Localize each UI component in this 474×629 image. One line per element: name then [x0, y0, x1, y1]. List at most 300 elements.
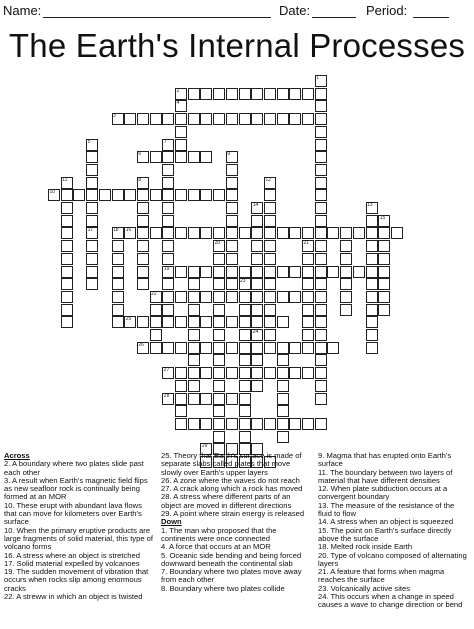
crossword-cell[interactable]: [175, 316, 187, 328]
crossword-cell[interactable]: [366, 215, 378, 227]
crossword-cell[interactable]: [137, 266, 149, 278]
crossword-cell[interactable]: [251, 316, 263, 328]
crossword-cell[interactable]: [251, 113, 263, 125]
crossword-cell[interactable]: [213, 316, 225, 328]
crossword-cell[interactable]: [251, 227, 263, 239]
crossword-cell[interactable]: [226, 278, 238, 290]
crossword-cell[interactable]: [239, 367, 251, 379]
crossword-cell[interactable]: [86, 253, 98, 265]
crossword-cell[interactable]: [200, 227, 212, 239]
crossword-cell[interactable]: [302, 278, 314, 290]
crossword-cell[interactable]: [340, 240, 352, 252]
crossword-cell[interactable]: [239, 316, 251, 328]
crossword-cell[interactable]: [315, 88, 327, 100]
crossword-cell[interactable]: [124, 189, 136, 201]
crossword-cell[interactable]: [200, 393, 212, 405]
crossword-cell[interactable]: [315, 139, 327, 151]
crossword-cell[interactable]: [277, 418, 289, 430]
crossword-cell[interactable]: [251, 304, 263, 316]
crossword-cell[interactable]: [226, 113, 238, 125]
crossword-cell[interactable]: [264, 329, 276, 341]
crossword-cell[interactable]: [226, 367, 238, 379]
crossword-cell[interactable]: [264, 304, 276, 316]
crossword-cell[interactable]: [188, 278, 200, 290]
crossword-cell[interactable]: [302, 304, 314, 316]
crossword-cell[interactable]: [277, 354, 289, 366]
crossword-cell[interactable]: [366, 227, 378, 239]
crossword-cell[interactable]: [188, 151, 200, 163]
crossword-cell[interactable]: [289, 291, 301, 303]
crossword-cell[interactable]: [251, 354, 263, 366]
crossword-cell[interactable]: [61, 189, 73, 201]
crossword-cell[interactable]: [137, 316, 149, 328]
crossword-cell[interactable]: [302, 266, 314, 278]
crossword-cell[interactable]: [353, 266, 365, 278]
crossword-cell[interactable]: [378, 240, 390, 252]
crossword-cell[interactable]: [289, 418, 301, 430]
clue-down: 11. The boundary between two layers of material that have different densities: [318, 467, 453, 485]
crossword-cell[interactable]: [277, 367, 289, 379]
crossword-cell[interactable]: [315, 151, 327, 163]
crossword-cell[interactable]: [61, 227, 73, 239]
crossword-cell[interactable]: [200, 418, 212, 430]
crossword-cell[interactable]: [251, 278, 263, 290]
crossword-cell[interactable]: [188, 266, 200, 278]
clue-number-label: 11: [62, 176, 68, 183]
crossword-cell[interactable]: [200, 189, 212, 201]
crossword-cell[interactable]: [277, 227, 289, 239]
crossword-cell[interactable]: [162, 253, 174, 265]
crossword-cell[interactable]: [86, 202, 98, 214]
crossword-cell[interactable]: [61, 316, 73, 328]
crossword-cell[interactable]: [251, 367, 263, 379]
crossword-cell[interactable]: [150, 316, 162, 328]
crossword-cell[interactable]: [162, 215, 174, 227]
crossword-cell[interactable]: [188, 393, 200, 405]
crossword-cell[interactable]: [226, 164, 238, 176]
crossword-cell[interactable]: [213, 253, 225, 265]
crossword-cell[interactable]: [226, 240, 238, 252]
crossword-cell[interactable]: [86, 278, 98, 290]
crossword-cell[interactable]: [302, 253, 314, 265]
crossword-cell[interactable]: [315, 304, 327, 316]
crossword-cell[interactable]: [175, 342, 187, 354]
crossword-cell[interactable]: [61, 202, 73, 214]
crossword-cell[interactable]: [112, 189, 124, 201]
crossword-cell[interactable]: [251, 380, 263, 392]
crossword-cell[interactable]: [315, 342, 327, 354]
crossword-cell[interactable]: [112, 278, 124, 290]
crossword-cell[interactable]: [213, 418, 225, 430]
crossword-cell[interactable]: [366, 304, 378, 316]
crossword-cell[interactable]: [264, 88, 276, 100]
crossword-cell[interactable]: [277, 266, 289, 278]
crossword-cell[interactable]: [277, 88, 289, 100]
crossword-cell[interactable]: [366, 240, 378, 252]
crossword-cell[interactable]: [315, 354, 327, 366]
crossword-cell[interactable]: [200, 151, 212, 163]
crossword-cell[interactable]: [315, 113, 327, 125]
crossword-cell[interactable]: [226, 177, 238, 189]
crossword-cell[interactable]: [378, 278, 390, 290]
crossword-cell[interactable]: [340, 304, 352, 316]
crossword-cell[interactable]: [162, 304, 174, 316]
crossword-cell[interactable]: [226, 88, 238, 100]
crossword-cell[interactable]: [137, 278, 149, 290]
crossword-cell[interactable]: [277, 316, 289, 328]
crossword-cell[interactable]: [302, 113, 314, 125]
crossword-cell[interactable]: [188, 227, 200, 239]
crossword-cell[interactable]: [264, 342, 276, 354]
crossword-cell[interactable]: [226, 253, 238, 265]
crossword-cell[interactable]: [162, 227, 174, 239]
crossword-cell[interactable]: [239, 329, 251, 341]
crossword-cell[interactable]: [302, 291, 314, 303]
crossword-cell[interactable]: [289, 367, 301, 379]
crossword-cell[interactable]: [302, 88, 314, 100]
crossword-cell[interactable]: [61, 278, 73, 290]
crossword-cell[interactable]: [200, 316, 212, 328]
crossword-cell[interactable]: [239, 304, 251, 316]
crossword-cell[interactable]: [366, 329, 378, 341]
crossword-cell[interactable]: [137, 113, 149, 125]
crossword-cell[interactable]: [289, 113, 301, 125]
crossword-cell[interactable]: [315, 215, 327, 227]
crossword-cell[interactable]: [86, 177, 98, 189]
crossword-cell[interactable]: [239, 405, 251, 417]
crossword-cell[interactable]: [315, 291, 327, 303]
crossword-cell[interactable]: [264, 202, 276, 214]
crossword-cell[interactable]: [175, 189, 187, 201]
crossword-cell[interactable]: [213, 278, 225, 290]
crossword-cell[interactable]: [239, 418, 251, 430]
crossword-cell[interactable]: [162, 164, 174, 176]
clue-number-label: 14: [252, 202, 259, 208]
crossword-cell[interactable]: [340, 227, 352, 239]
crossword-cell[interactable]: [239, 291, 251, 303]
crossword-cell[interactable]: [366, 291, 378, 303]
crossword-cell[interactable]: [213, 189, 225, 201]
crossword-cell[interactable]: [162, 316, 174, 328]
crossword-cell[interactable]: [315, 189, 327, 201]
crossword-cell[interactable]: [302, 418, 314, 430]
crossword-cell[interactable]: [175, 227, 187, 239]
crossword-cell[interactable]: [188, 418, 200, 430]
crossword-cell[interactable]: [327, 342, 339, 354]
crossword-cell[interactable]: [340, 278, 352, 290]
crossword-cell[interactable]: [315, 100, 327, 112]
crossword-cell[interactable]: [391, 227, 403, 239]
crossword-cell[interactable]: [378, 227, 390, 239]
crossword-cell[interactable]: [175, 266, 187, 278]
crossword-cell[interactable]: [162, 240, 174, 252]
crossword-cell[interactable]: [86, 164, 98, 176]
crossword-cell[interactable]: [302, 367, 314, 379]
crossword-cell[interactable]: [264, 266, 276, 278]
crossword-cell[interactable]: [150, 304, 162, 316]
crossword-cell[interactable]: [213, 291, 225, 303]
crossword-cell[interactable]: [239, 266, 251, 278]
crossword-cell[interactable]: [366, 253, 378, 265]
crossword-cell[interactable]: [188, 304, 200, 316]
crossword-cell[interactable]: [150, 113, 162, 125]
crossword-cell[interactable]: [264, 291, 276, 303]
crossword-cell[interactable]: [73, 189, 85, 201]
crossword-cell[interactable]: [289, 227, 301, 239]
crossword-cell[interactable]: [137, 189, 149, 201]
crossword-cell[interactable]: [251, 266, 263, 278]
crossword-cell[interactable]: [302, 227, 314, 239]
crossword-cell[interactable]: [99, 189, 111, 201]
crossword-cell[interactable]: [378, 253, 390, 265]
crossword-cell[interactable]: [315, 393, 327, 405]
crossword-cell[interactable]: [315, 329, 327, 341]
crossword-cell[interactable]: [124, 113, 136, 125]
crossword-cell[interactable]: [188, 316, 200, 328]
crossword-cell[interactable]: [213, 431, 225, 443]
crossword-cell[interactable]: [353, 227, 365, 239]
crossword-cell[interactable]: [188, 88, 200, 100]
crossword-cell[interactable]: [226, 202, 238, 214]
crossword-cell[interactable]: [315, 240, 327, 252]
crossword-cell[interactable]: [61, 304, 73, 316]
crossword-cell[interactable]: [175, 405, 187, 417]
crossword-cell[interactable]: [150, 189, 162, 201]
crossword-cell[interactable]: [277, 380, 289, 392]
crossword-cell[interactable]: [226, 418, 238, 430]
clue-down: 4. A force that occurs at an MOR: [161, 542, 271, 552]
crossword-cell[interactable]: [175, 418, 187, 430]
crossword-cell[interactable]: [302, 329, 314, 341]
crossword-cell[interactable]: [213, 227, 225, 239]
crossword-cell[interactable]: [264, 189, 276, 201]
crossword-cell[interactable]: [327, 227, 339, 239]
crossword-cell[interactable]: [264, 215, 276, 227]
crossword-cell[interactable]: [86, 189, 98, 201]
crossword-cell[interactable]: [188, 189, 200, 201]
crossword-cell[interactable]: [315, 126, 327, 138]
crossword-cell[interactable]: [137, 202, 149, 214]
crossword-cell[interactable]: [366, 266, 378, 278]
crossword-cell[interactable]: [175, 393, 187, 405]
crossword-cell[interactable]: [86, 266, 98, 278]
crossword-cell[interactable]: [200, 266, 212, 278]
crossword-cell[interactable]: [251, 342, 263, 354]
crossword-cell[interactable]: [315, 380, 327, 392]
crossword-cell[interactable]: [315, 202, 327, 214]
crossword-cell[interactable]: [175, 380, 187, 392]
crossword-cell[interactable]: [315, 367, 327, 379]
clue-number-label: 5: [87, 138, 91, 145]
crossword-cell[interactable]: [239, 354, 251, 366]
crossword-cell[interactable]: [340, 266, 352, 278]
crossword-cell[interactable]: [213, 393, 225, 405]
crossword-cell[interactable]: [226, 227, 238, 239]
crossword-cell[interactable]: [200, 113, 212, 125]
crossword-cell[interactable]: [188, 354, 200, 366]
crossword-cell[interactable]: [302, 342, 314, 354]
crossword-cell[interactable]: [239, 113, 251, 125]
crossword-cell[interactable]: [239, 342, 251, 354]
crossword-cell[interactable]: [137, 253, 149, 265]
crossword-cell[interactable]: [366, 316, 378, 328]
crossword-cell[interactable]: [175, 113, 187, 125]
crossword-cell[interactable]: [239, 431, 251, 443]
crossword-cell[interactable]: [200, 367, 212, 379]
crossword-cell[interactable]: [289, 88, 301, 100]
crossword-cell[interactable]: [175, 126, 187, 138]
crossword-cell[interactable]: [213, 329, 225, 341]
crossword-cell[interactable]: [315, 253, 327, 265]
crossword-cell[interactable]: [213, 342, 225, 354]
crossword-cell[interactable]: [188, 342, 200, 354]
crossword-cell[interactable]: [277, 393, 289, 405]
crossword-cell[interactable]: [251, 418, 263, 430]
crossword-cell[interactable]: [239, 88, 251, 100]
crossword-cell[interactable]: [61, 266, 73, 278]
crossword-cell[interactable]: [112, 316, 124, 328]
crossword-cell[interactable]: [378, 266, 390, 278]
crossword-cell[interactable]: [175, 291, 187, 303]
crossword-cell[interactable]: [289, 266, 301, 278]
crossword-cell[interactable]: [239, 227, 251, 239]
crossword-cell[interactable]: [264, 278, 276, 290]
crossword-cell[interactable]: [378, 304, 390, 316]
crossword-cell[interactable]: [162, 202, 174, 214]
crossword-cell[interactable]: [340, 253, 352, 265]
crossword-cell[interactable]: [226, 393, 238, 405]
crossword-cell[interactable]: [213, 367, 225, 379]
crossword-cell[interactable]: [251, 291, 263, 303]
crossword-cell[interactable]: [200, 291, 212, 303]
crossword-cell[interactable]: [289, 342, 301, 354]
crossword-cell[interactable]: [61, 253, 73, 265]
crossword-cell[interactable]: [264, 227, 276, 239]
clue-across: 2. A boundary where two plates slide past each other: [4, 459, 144, 477]
crossword-cell[interactable]: [315, 316, 327, 328]
clue-number-label: 12: [265, 176, 271, 183]
crossword-cell[interactable]: [277, 113, 289, 125]
crossword-cell[interactable]: [213, 266, 225, 278]
crossword-cell[interactable]: [112, 304, 124, 316]
crossword-cell[interactable]: [251, 88, 263, 100]
crossword-cell[interactable]: [315, 418, 327, 430]
clue-across: 26. A zone where the waves do not reach: [161, 475, 300, 485]
crossword-cell[interactable]: [86, 151, 98, 163]
crossword-cell[interactable]: [277, 291, 289, 303]
crossword-cell[interactable]: [200, 88, 212, 100]
crossword-cell[interactable]: [239, 380, 251, 392]
crossword-cell[interactable]: [226, 266, 238, 278]
crossword-cell[interactable]: [188, 329, 200, 341]
crossword-cell[interactable]: [264, 316, 276, 328]
crossword-cell[interactable]: [112, 266, 124, 278]
crossword-cell[interactable]: [61, 291, 73, 303]
crossword-cell[interactable]: [162, 151, 174, 163]
crossword-cell[interactable]: [213, 354, 225, 366]
crossword-cell[interactable]: [315, 177, 327, 189]
crossword-cell[interactable]: [188, 291, 200, 303]
crossword-cell[interactable]: [315, 278, 327, 290]
crossword-cell[interactable]: [112, 291, 124, 303]
crossword-cell[interactable]: [302, 316, 314, 328]
crossword-cell[interactable]: [112, 253, 124, 265]
crossword-cell[interactable]: [251, 215, 263, 227]
crossword-cell[interactable]: [226, 291, 238, 303]
crossword-cell[interactable]: [162, 291, 174, 303]
crossword-cell[interactable]: [175, 139, 187, 151]
crossword-cell[interactable]: [150, 329, 162, 341]
crossword-cell[interactable]: [315, 266, 327, 278]
crossword-cell[interactable]: [378, 291, 390, 303]
crossword-cell[interactable]: [150, 151, 162, 163]
crossword-cell[interactable]: [86, 240, 98, 252]
crossword-cell[interactable]: [226, 342, 238, 354]
crossword-cell[interactable]: [150, 227, 162, 239]
crossword-cell[interactable]: [175, 151, 187, 163]
crossword-cell[interactable]: [239, 393, 251, 405]
crossword-cell[interactable]: [137, 215, 149, 227]
crossword-cell[interactable]: [251, 240, 263, 252]
clue-down: 15. The point on Earth's surface directly above the surface: [318, 525, 452, 543]
crossword-cell[interactable]: [277, 431, 289, 443]
crossword-cell[interactable]: [188, 380, 200, 392]
crossword-cell[interactable]: [137, 227, 149, 239]
crossword-cell[interactable]: [162, 189, 174, 201]
crossword-cell[interactable]: [162, 342, 174, 354]
crossword-cell[interactable]: [264, 418, 276, 430]
crossword-cell[interactable]: [213, 405, 225, 417]
crossword-cell[interactable]: [112, 240, 124, 252]
crossword-cell[interactable]: [226, 316, 238, 328]
crossword-cell[interactable]: [61, 215, 73, 227]
crossword-cell[interactable]: [162, 278, 174, 290]
crossword-cell[interactable]: [251, 253, 263, 265]
crossword-cell[interactable]: [264, 113, 276, 125]
crossword-cell[interactable]: [188, 367, 200, 379]
crossword-cell[interactable]: [200, 342, 212, 354]
crossword-cell[interactable]: [366, 278, 378, 290]
crossword-cell[interactable]: [86, 215, 98, 227]
crossword-cell[interactable]: [213, 380, 225, 392]
crossword-cell[interactable]: [226, 189, 238, 201]
clue-across: 25. Theory that Earth's surface is made of separate slabs called plates that move slowly over Earth's upper layers: [161, 451, 302, 477]
crossword-cell[interactable]: [264, 367, 276, 379]
crossword-cell[interactable]: [264, 253, 276, 265]
crossword-cell[interactable]: [366, 342, 378, 354]
crossword-cell[interactable]: [213, 304, 225, 316]
crossword-cell[interactable]: [162, 113, 174, 125]
clue-number-label: 15: [379, 214, 386, 221]
crossword-cell[interactable]: [61, 240, 73, 252]
crossword-cell[interactable]: [277, 405, 289, 417]
crossword-cell[interactable]: [315, 227, 327, 239]
crossword-cell[interactable]: [162, 177, 174, 189]
crossword-cell[interactable]: [213, 113, 225, 125]
crossword-cell[interactable]: [327, 266, 339, 278]
crossword-cell[interactable]: [340, 291, 352, 303]
crossword-cell[interactable]: [226, 215, 238, 227]
clue-across: 29. A point where strain energy is released: [161, 509, 305, 519]
crossword-cell[interactable]: [277, 342, 289, 354]
crossword-cell[interactable]: [150, 342, 162, 354]
crossword-cell[interactable]: [188, 113, 200, 125]
crossword-cell[interactable]: [315, 164, 327, 176]
crossword-cell[interactable]: [137, 240, 149, 252]
crossword-cell[interactable]: [175, 367, 187, 379]
crossword-cell[interactable]: [264, 240, 276, 252]
crossword-cell[interactable]: [213, 88, 225, 100]
